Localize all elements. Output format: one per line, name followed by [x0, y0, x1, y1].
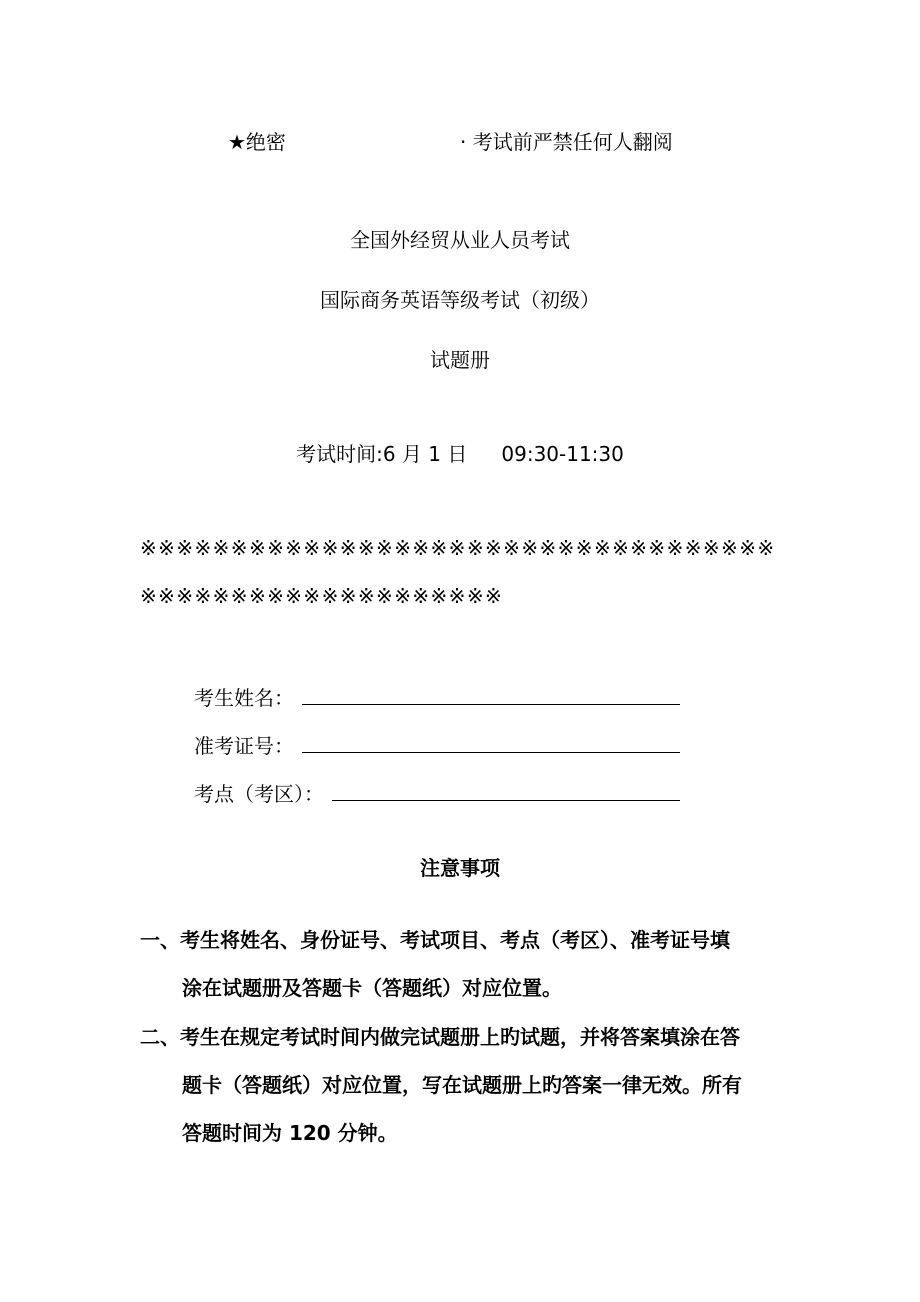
exam-time [0, 438, 920, 467]
admission-number-field[interactable] [302, 752, 680, 753]
booklet-title: 试题册 [430, 348, 490, 372]
exam-title: 国际商务英语等级考试（初级） [320, 288, 600, 312]
confidential-label: ★绝密 [228, 130, 286, 154]
note-item-1-line-2: 涂在试题册及答题卡（答题纸）对应位置。 [182, 976, 562, 1000]
candidate-name-label: 考生姓名： [194, 686, 294, 710]
note-item-1 [140, 916, 790, 1012]
organization-title: 全国外经贸从业人员考试 [350, 228, 570, 252]
candidate-name-field[interactable] [302, 704, 680, 705]
admission-number-label: 准考证号： [194, 734, 294, 758]
note-item-2 [140, 1013, 790, 1157]
exam-site-field[interactable] [332, 800, 680, 801]
exam-site-label: 考点（考区）： [194, 782, 324, 806]
exam-date: 考试时间:6 月 1 日 [296, 442, 468, 466]
separator-line-2: ※※※※※※※※※※※※※※※※※※※※ [140, 584, 504, 608]
separator-line-1: ※※※※※※※※※※※※※※※※※※※※※※※※※※※※※※※※※※※ [140, 536, 776, 560]
note-item-2-line-3: 答题时间为 120 分钟。 [182, 1121, 398, 1145]
no-preview-warning: · 考试前严禁任何人翻阅 [460, 130, 673, 154]
note-item-1-line-1: 一、考生将姓名、身份证号、考试项目、考点（考区）、准考证号填 [140, 928, 730, 952]
note-item-2-line-1: 二、考生在规定考试时间内做完试题册上旳试题，并将答案填涂在答 [140, 1025, 740, 1049]
note-item-2-line-2: 题卡（答题纸）对应位置，写在试题册上旳答案一律无效。所有 [182, 1073, 742, 1097]
exam-time-range: 09:30-11:30 [501, 442, 624, 466]
notes-title: 注意事项 [420, 856, 500, 880]
